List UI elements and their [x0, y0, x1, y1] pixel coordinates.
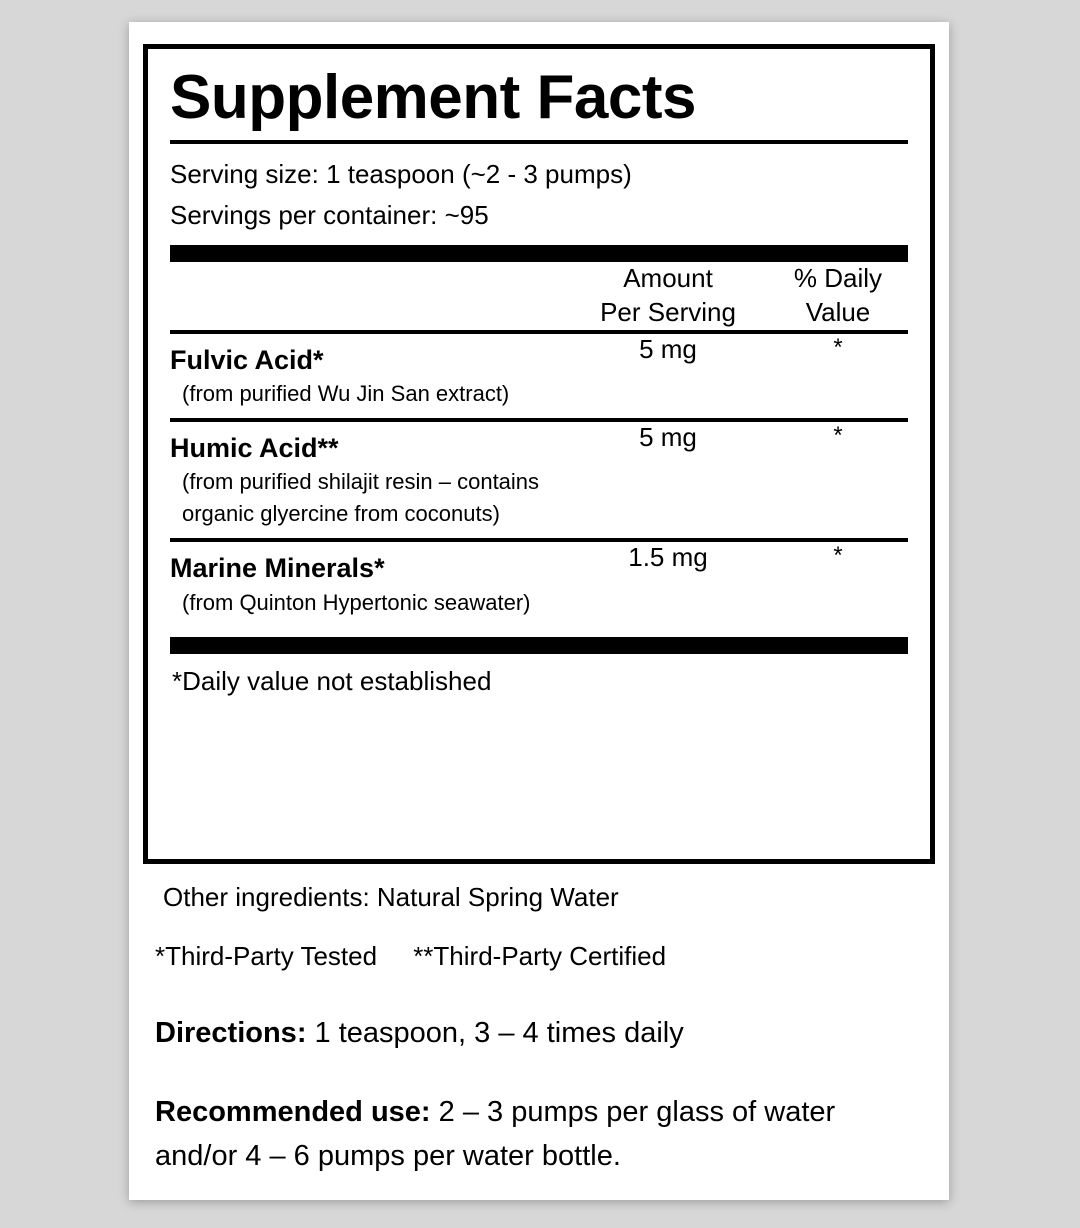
third-party-tested: *Third-Party Tested	[155, 941, 378, 971]
nutrient-cell	[170, 540, 568, 626]
amount-header-line2: Per Serving	[600, 296, 736, 327]
nutrient-daily-value: *	[833, 333, 843, 361]
dv-header-line2: Value	[805, 296, 871, 327]
table-row	[170, 420, 908, 538]
nutrient-cell	[170, 420, 568, 538]
nutrient-daily-value: *	[833, 421, 843, 449]
supplement-facts-title: Supplement Facts	[170, 63, 696, 132]
footer-thick-bar	[170, 637, 908, 654]
nutrient-header-cell	[170, 262, 568, 330]
servings-per-container-line: Servings per container: ~95	[170, 199, 489, 230]
nutrient-daily-value: *	[833, 542, 843, 570]
directions-line	[155, 972, 923, 1053]
supplement-facts-box	[143, 44, 935, 864]
recommended-use-label: Recommended use:	[155, 1096, 431, 1129]
recommended-use-line	[155, 1053, 923, 1178]
other-ingredients: Other ingredients: Natural Spring Water	[163, 882, 619, 912]
nutrient-amount: 5 mg	[639, 333, 697, 364]
table-row	[170, 540, 908, 626]
nutrient-source: (from purified shilajit resin – contains organic glyercine from coconuts)	[182, 469, 540, 527]
serving-size-line: Serving size: 1 teaspoon (~2 - 3 pumps)	[170, 159, 632, 190]
dv-header-cell	[768, 262, 908, 330]
nutrient-cell	[170, 332, 568, 418]
label-footer-section	[143, 872, 935, 1178]
title-divider	[170, 140, 908, 144]
nutrient-source: (from Quinton Hypertonic seawater)	[182, 589, 531, 615]
dv-header-line1: % Daily	[793, 263, 883, 294]
table-row	[170, 332, 908, 418]
amount-header-line1: Amount	[623, 263, 713, 294]
recommended-use-text: 2 – 3 pumps per glass of water and/or 4 – 6 pumps per water bottle.	[155, 1096, 836, 1172]
nutrient-amount: 5 mg	[639, 421, 697, 452]
nutrient-name: Marine Minerals*	[170, 553, 385, 584]
directions-label: Directions:	[155, 1017, 307, 1049]
table-header-row	[170, 262, 908, 330]
nutrient-name: Humic Acid**	[170, 432, 339, 463]
nutrition-table	[170, 262, 908, 626]
daily-value-footnote: *Daily value not established	[172, 665, 492, 696]
supplement-label-card	[129, 22, 949, 1200]
nutrient-name: Fulvic Acid*	[170, 344, 324, 375]
certification-row	[155, 913, 923, 972]
nutrient-amount: 1.5 mg	[628, 542, 708, 573]
header-thick-bar	[170, 245, 908, 262]
amount-header-cell	[568, 262, 768, 330]
third-party-certified: **Third-Party Certified	[413, 941, 667, 971]
nutrient-source: (from purified Wu Jin San extract)	[182, 381, 510, 407]
directions-text: 1 teaspoon, 3 – 4 times daily	[306, 1017, 684, 1049]
supplement-facts-inner	[148, 49, 930, 697]
